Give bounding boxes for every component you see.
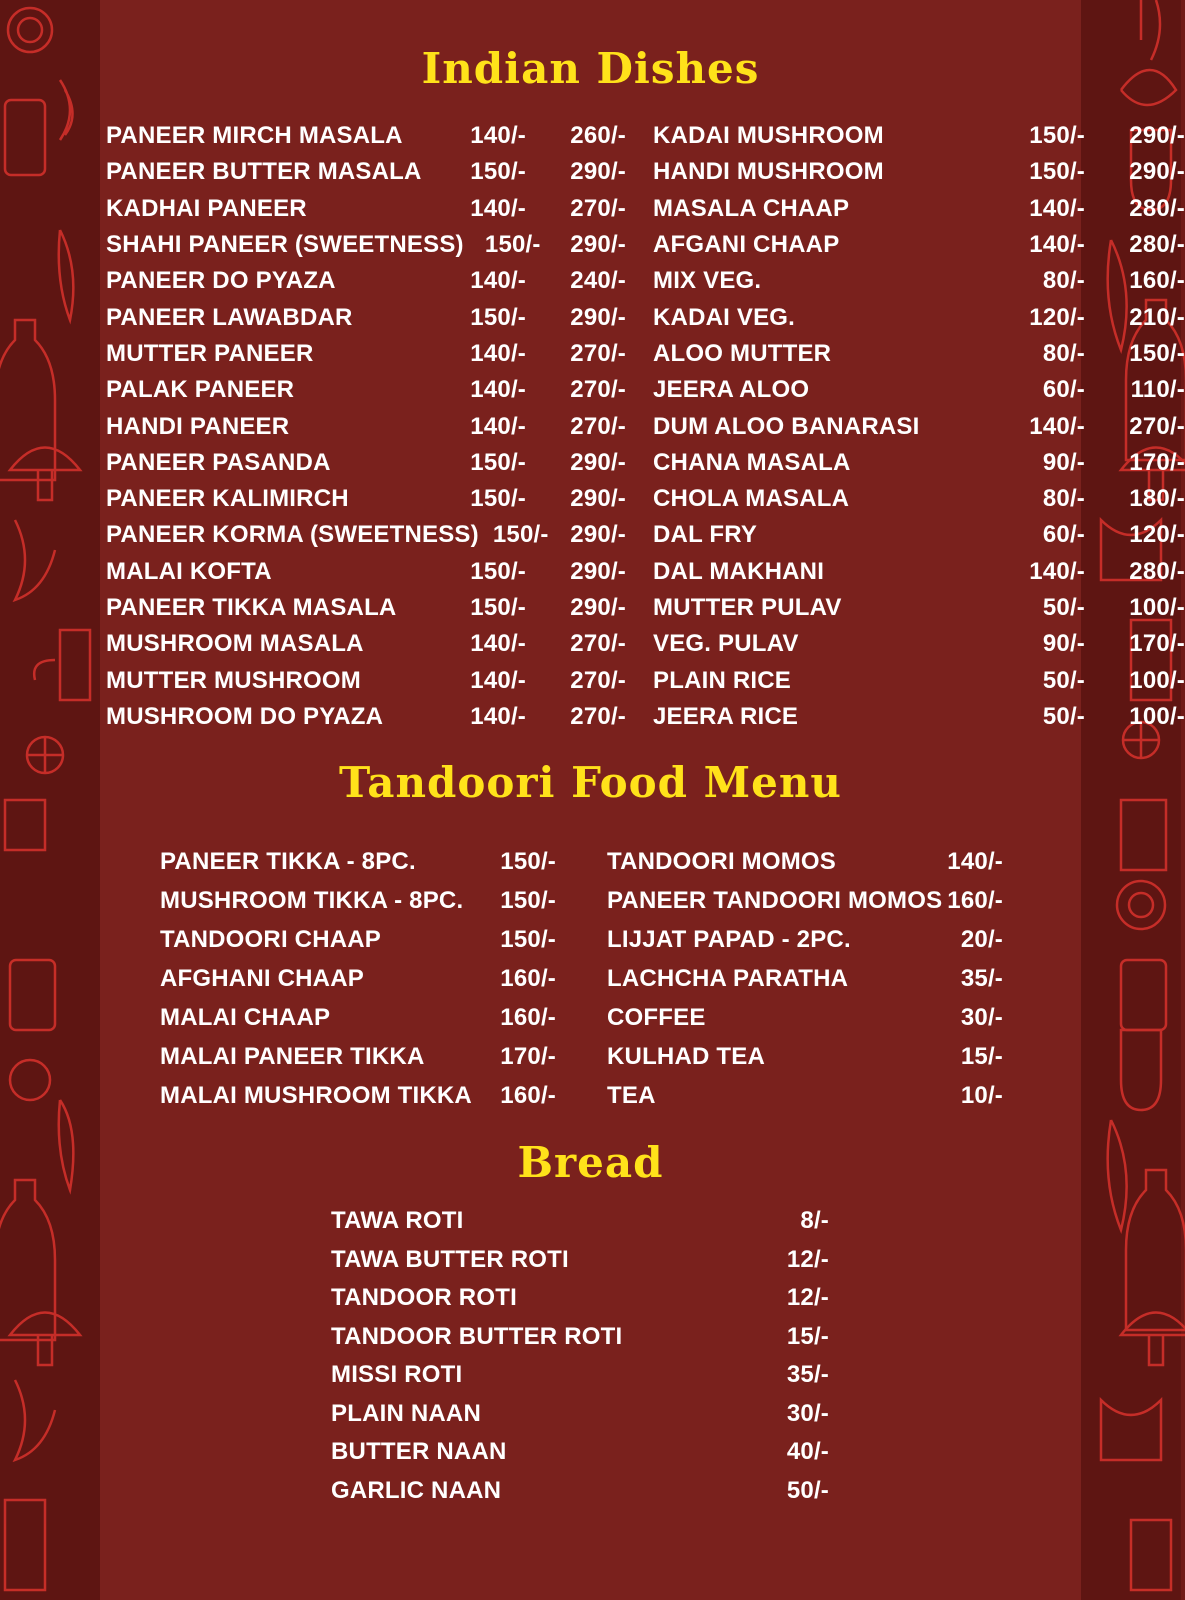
item-name: KULHAD TEA — [607, 1042, 765, 1070]
item-name: JEERA ALOO — [653, 376, 810, 404]
item-price: 10/- — [960, 1081, 1003, 1109]
menu-item — [653, 445, 1185, 481]
menu-item — [331, 1356, 829, 1395]
item-name: KADAI MUSHROOM — [653, 122, 884, 150]
item-name: COFFEE — [607, 1003, 706, 1031]
full-price: 260/- — [570, 122, 626, 150]
half-price: 50/- — [1042, 666, 1085, 694]
bread-list — [331, 1202, 829, 1510]
menu-item — [653, 481, 1185, 517]
menu-item — [653, 517, 1185, 553]
menu-item — [106, 191, 626, 227]
half-price: 140/- — [470, 267, 526, 295]
item-name: TEA — [607, 1081, 656, 1109]
item-price: 15/- — [960, 1042, 1003, 1070]
item-price: 150/- — [500, 886, 556, 914]
menu-item — [106, 408, 626, 444]
menu-item — [106, 336, 626, 372]
menu-item — [106, 662, 626, 698]
half-price: 50/- — [1042, 702, 1085, 730]
food-doodle-pattern-left — [0, 0, 100, 1600]
menu-item — [160, 920, 556, 959]
item-price: 35/- — [960, 964, 1003, 992]
menu-item — [160, 1076, 556, 1115]
item-name: TAWA BUTTER ROTI — [331, 1245, 569, 1273]
item-name: HANDI PANEER — [106, 412, 290, 440]
menu-item — [653, 626, 1185, 662]
full-price: 240/- — [570, 267, 626, 295]
half-price: 80/- — [1042, 485, 1085, 513]
half-price: 90/- — [1042, 448, 1085, 476]
menu-item — [653, 336, 1185, 372]
full-price: 280/- — [1129, 231, 1185, 259]
menu-item — [607, 920, 1003, 959]
item-name: MISSI ROTI — [331, 1361, 463, 1389]
item-price: 140/- — [947, 847, 1003, 875]
menu-item — [106, 299, 626, 335]
indian-dishes-right-list — [653, 118, 1185, 735]
menu-item — [653, 408, 1185, 444]
item-name: MUTTER PULAV — [653, 594, 842, 621]
half-price: 150/- — [470, 448, 526, 476]
item-name: PANEER KORMA (SWEETNESS) — [106, 521, 479, 549]
menu-item — [607, 881, 1003, 920]
item-name: DAL MAKHANI — [653, 557, 825, 585]
menu-item — [160, 842, 556, 881]
menu-item — [331, 1241, 829, 1280]
item-price: 30/- — [960, 1003, 1003, 1031]
half-price: 150/- — [484, 231, 541, 259]
menu-item — [331, 1472, 829, 1511]
full-price: 270/- — [570, 412, 626, 440]
indian-dishes-heading: Indian Dishes — [421, 44, 760, 93]
item-name: DUM ALOO BANARASI — [653, 412, 920, 440]
full-price: 100/- — [1129, 594, 1185, 621]
item-name: MUTTER PANEER — [106, 339, 314, 367]
menu-content — [100, 0, 1185, 1600]
item-name: HANDI MUSHROOM — [653, 158, 884, 186]
full-price: 120/- — [1129, 521, 1185, 549]
menu-item — [106, 699, 626, 735]
full-price: 290/- — [570, 485, 626, 513]
half-price: 140/- — [470, 194, 526, 222]
half-price: 140/- — [470, 412, 526, 440]
half-price: 140/- — [1029, 194, 1085, 222]
item-name: MALAI CHAAP — [160, 1003, 331, 1031]
menu-item — [106, 118, 626, 154]
item-name: PANEER PASANDA — [106, 448, 331, 476]
item-name: TANDOOR BUTTER ROTI — [331, 1322, 623, 1350]
bread-heading: Bread — [517, 1138, 664, 1187]
half-price: 140/- — [470, 630, 526, 658]
item-name: SHAHI PANEER (SWEETNESS) — [106, 231, 464, 259]
menu-item — [160, 1037, 556, 1076]
full-price: 270/- — [570, 339, 626, 367]
half-price: 140/- — [470, 666, 526, 694]
item-price: 160/- — [500, 1003, 556, 1031]
item-name: TANDOORI CHAAP — [160, 925, 382, 953]
menu-item — [331, 1202, 829, 1241]
menu-item — [653, 154, 1185, 190]
item-name: MUSHROOM TIKKA - 8PC. — [160, 886, 464, 914]
full-price: 280/- — [1129, 557, 1185, 585]
item-name: TANDOORI MOMOS — [607, 847, 837, 875]
full-price: 210/- — [1129, 303, 1185, 331]
menu-item — [160, 881, 556, 920]
menu-item — [106, 227, 626, 263]
menu-item — [607, 1037, 1003, 1076]
half-price: 140/- — [470, 376, 526, 404]
item-name: PLAIN NAAN — [331, 1399, 481, 1427]
item-price: 150/- — [500, 925, 556, 953]
item-name: VEG. PULAV — [653, 630, 799, 658]
tandoori-heading: Tandoori Food Menu — [339, 758, 842, 807]
menu-item — [607, 959, 1003, 998]
item-name: PANEER TANDOORI MOMOS — [607, 886, 943, 914]
item-name: PLAIN RICE — [653, 666, 792, 694]
full-price: 290/- — [570, 158, 626, 186]
menu-item — [106, 517, 626, 553]
item-name: PANEER KALIMIRCH — [106, 485, 349, 513]
full-price: 270/- — [570, 630, 626, 658]
full-price: 280/- — [1129, 194, 1185, 222]
full-price: 170/- — [1129, 630, 1185, 658]
item-name: JEERA RICE — [653, 702, 799, 730]
menu-item — [331, 1279, 829, 1318]
half-price: 140/- — [470, 122, 526, 150]
item-name: PANEER LAWABDAR — [106, 303, 353, 331]
indian-dishes-left-list — [106, 118, 626, 735]
menu-item — [653, 662, 1185, 698]
item-name: KADAI VEG. — [653, 303, 796, 331]
menu-item — [653, 699, 1185, 735]
menu-item — [160, 998, 556, 1037]
full-price: 290/- — [570, 521, 626, 549]
item-price: 35/- — [786, 1361, 829, 1389]
half-price: 150/- — [1029, 158, 1085, 186]
item-name: PALAK PANEER — [106, 376, 295, 404]
item-name: MUSHROOM MASALA — [106, 630, 364, 658]
item-price: 160/- — [947, 886, 1003, 914]
menu-item — [653, 554, 1185, 590]
full-price: 290/- — [570, 594, 626, 621]
half-price: 60/- — [1042, 521, 1085, 549]
item-price: 12/- — [786, 1284, 829, 1312]
item-name: MIX VEG. — [653, 267, 762, 295]
menu-item — [607, 842, 1003, 881]
half-price: 140/- — [470, 339, 526, 367]
item-name: PANEER TIKKA MASALA — [106, 594, 397, 621]
half-price: 80/- — [1042, 267, 1085, 295]
item-price: 40/- — [786, 1438, 829, 1466]
menu-item — [331, 1433, 829, 1472]
item-name: BUTTER NAAN — [331, 1438, 507, 1466]
tandoori-left-list — [160, 842, 556, 1115]
half-price: 150/- — [470, 158, 526, 186]
full-price: 290/- — [1129, 122, 1185, 150]
menu-item — [607, 998, 1003, 1037]
half-price: 150/- — [470, 303, 526, 331]
half-price: 150/- — [470, 485, 526, 513]
item-name: MALAI MUSHROOM TIKKA — [160, 1081, 472, 1109]
item-price: 50/- — [786, 1476, 829, 1504]
full-price: 170/- — [1129, 448, 1185, 476]
full-price: 270/- — [570, 376, 626, 404]
item-price: 160/- — [500, 964, 556, 992]
half-price: 150/- — [470, 594, 526, 621]
menu-item — [653, 118, 1185, 154]
menu-item — [160, 959, 556, 998]
full-price: 290/- — [570, 448, 626, 476]
item-price: 30/- — [786, 1399, 829, 1427]
full-price: 270/- — [570, 666, 626, 694]
item-price: 12/- — [786, 1245, 829, 1273]
menu-item — [607, 1076, 1003, 1115]
item-price: 15/- — [786, 1322, 829, 1350]
item-name: MASALA CHAAP — [653, 194, 850, 222]
half-price: 140/- — [470, 702, 526, 730]
menu-item — [331, 1318, 829, 1357]
menu-item — [106, 481, 626, 517]
menu-item — [106, 554, 626, 590]
half-price: 140/- — [1029, 412, 1085, 440]
full-price: 270/- — [570, 194, 626, 222]
full-price: 110/- — [1130, 376, 1185, 404]
item-price: 170/- — [500, 1042, 556, 1070]
full-price: 290/- — [570, 303, 626, 331]
full-price: 100/- — [1129, 666, 1185, 694]
menu-item — [106, 154, 626, 190]
item-name: ALOO MUTTER — [653, 339, 832, 367]
item-name: AFGANI CHAAP — [653, 231, 840, 259]
left-decorative-border — [0, 0, 100, 1600]
menu-item — [106, 590, 626, 626]
item-name: AFGHANI CHAAP — [160, 964, 364, 992]
item-name: MUSHROOM DO PYAZA — [106, 702, 384, 730]
tandoori-right-list — [607, 842, 1003, 1115]
menu-item — [653, 263, 1185, 299]
item-name: LIJJAT PAPAD - 2PC. — [607, 925, 851, 953]
item-price: 20/- — [960, 925, 1003, 953]
item-name: MALAI KOFTA — [106, 557, 272, 585]
half-price: 60/- — [1042, 376, 1085, 404]
item-name: TAWA ROTI — [331, 1207, 464, 1235]
half-price: 140/- — [1029, 557, 1085, 585]
menu-item — [106, 626, 626, 662]
item-price: 150/- — [500, 847, 556, 875]
item-name: MALAI PANEER TIKKA — [160, 1042, 425, 1070]
item-name: CHOLA MASALA — [653, 485, 850, 513]
item-name: PANEER TIKKA - 8PC. — [160, 847, 416, 875]
menu-item — [653, 227, 1185, 263]
full-price: 270/- — [1129, 412, 1185, 440]
menu-item — [653, 590, 1185, 626]
item-name: LACHCHA PARATHA — [607, 964, 849, 992]
item-name: MUTTER MUSHROOM — [106, 666, 361, 694]
full-price: 100/- — [1129, 702, 1185, 730]
full-price: 180/- — [1129, 485, 1185, 513]
half-price: 120/- — [1029, 303, 1085, 331]
half-price: 80/- — [1042, 339, 1085, 367]
full-price: 290/- — [1129, 158, 1185, 186]
half-price: 140/- — [1029, 231, 1085, 259]
item-price: 160/- — [500, 1081, 556, 1109]
item-price: 8/- — [800, 1207, 829, 1235]
item-name: TANDOOR ROTI — [331, 1284, 517, 1312]
full-price: 160/- — [1129, 267, 1185, 295]
menu-item — [653, 372, 1185, 408]
menu-item — [653, 299, 1185, 335]
menu-item — [331, 1395, 829, 1434]
half-price: 150/- — [1029, 122, 1085, 150]
item-name: PANEER MIRCH MASALA — [106, 122, 403, 150]
item-name: GARLIC NAAN — [331, 1476, 502, 1504]
item-name: PANEER DO PYAZA — [106, 267, 336, 295]
full-price: 290/- — [570, 231, 626, 259]
item-name: CHANA MASALA — [653, 448, 851, 476]
full-price: 270/- — [570, 702, 626, 730]
half-price: 150/- — [470, 557, 526, 585]
item-name: PANEER BUTTER MASALA — [106, 158, 422, 186]
menu-item — [106, 263, 626, 299]
full-price: 290/- — [570, 557, 626, 585]
half-price: 90/- — [1042, 630, 1085, 658]
half-price: 150/- — [492, 521, 549, 549]
item-name: KADHAI PANEER — [106, 194, 307, 222]
menu-item — [106, 372, 626, 408]
menu-item — [106, 445, 626, 481]
full-price: 150/- — [1129, 339, 1185, 367]
menu-item — [653, 191, 1185, 227]
half-price: 50/- — [1042, 594, 1085, 621]
item-name: DAL FRY — [653, 521, 758, 549]
